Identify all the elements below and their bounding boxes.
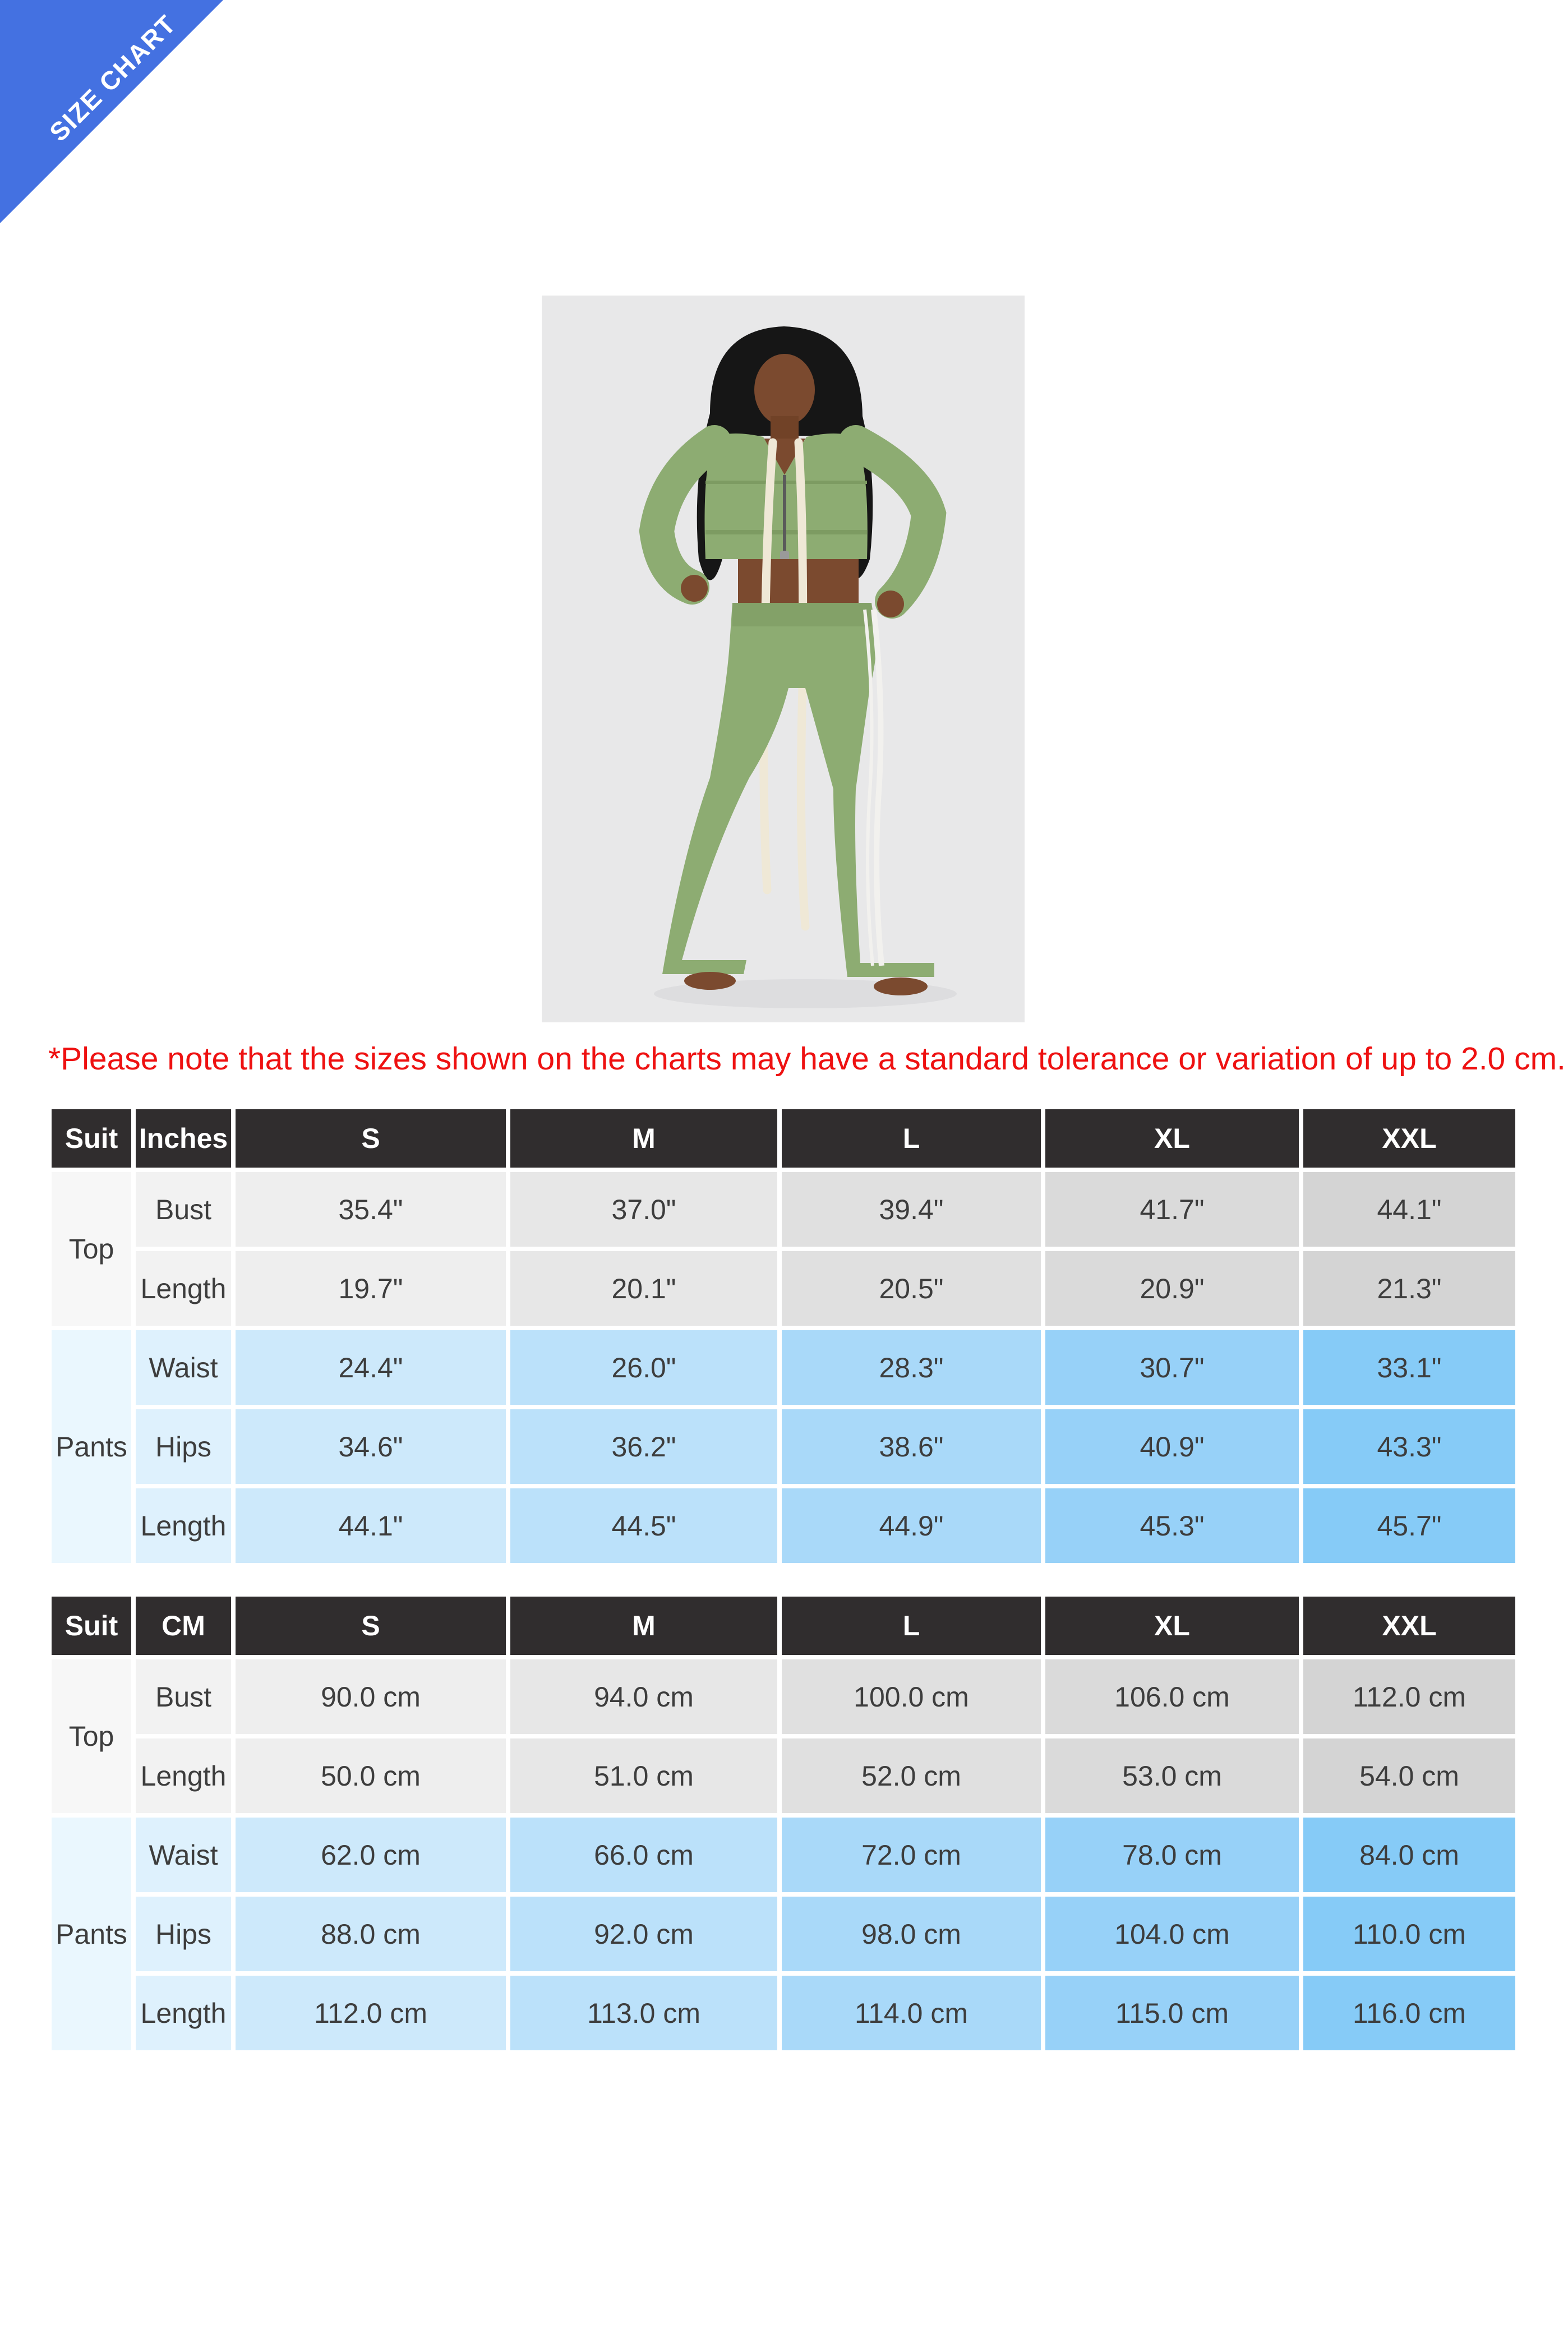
value-cell: 66.0 cm xyxy=(510,1818,777,1892)
value-cell: 94.0 cm xyxy=(510,1659,777,1734)
value-cell: 72.0 cm xyxy=(782,1818,1041,1892)
value-cell: 28.3" xyxy=(782,1330,1041,1405)
value-cell: 43.3" xyxy=(1303,1409,1515,1484)
value-cell: 90.0 cm xyxy=(236,1659,506,1734)
value-cell: 78.0 cm xyxy=(1045,1818,1299,1892)
value-cell: 50.0 cm xyxy=(236,1738,506,1813)
value-cell: 19.7" xyxy=(236,1251,506,1326)
header-size-l: L xyxy=(782,1597,1041,1655)
value-cell: 44.1" xyxy=(1303,1172,1515,1247)
size-table-inches xyxy=(52,1109,1515,1563)
row-label: Length xyxy=(136,1488,231,1563)
row-label: Waist xyxy=(136,1818,231,1892)
value-cell: 45.7" xyxy=(1303,1488,1515,1563)
value-cell: 44.1" xyxy=(236,1488,506,1563)
value-cell: 20.9" xyxy=(1045,1251,1299,1326)
size-table-cm xyxy=(52,1597,1515,2050)
value-cell: 21.3" xyxy=(1303,1251,1515,1326)
header-size-xl: XL xyxy=(1045,1597,1299,1655)
header-unit: CM xyxy=(136,1597,231,1655)
value-cell: 112.0 cm xyxy=(1303,1659,1515,1734)
value-cell: 33.1" xyxy=(1303,1330,1515,1405)
value-cell: 44.9" xyxy=(782,1488,1041,1563)
value-cell: 26.0" xyxy=(510,1330,777,1405)
value-cell: 92.0 cm xyxy=(510,1897,777,1971)
value-cell: 44.5" xyxy=(510,1488,777,1563)
product-photo xyxy=(542,296,1025,1022)
value-cell: 115.0 cm xyxy=(1045,1976,1299,2050)
header-size-l: L xyxy=(782,1109,1041,1168)
header-unit: Inches xyxy=(136,1109,231,1168)
row-label: Length xyxy=(136,1738,231,1813)
header-size-m: M xyxy=(510,1597,777,1655)
row-label: Length xyxy=(136,1976,231,2050)
value-cell: 110.0 cm xyxy=(1303,1897,1515,1971)
value-cell: 30.7" xyxy=(1045,1330,1299,1405)
row-label: Length xyxy=(136,1251,231,1326)
value-cell: 84.0 cm xyxy=(1303,1818,1515,1892)
value-cell: 41.7" xyxy=(1045,1172,1299,1247)
size-chart-ribbon xyxy=(0,0,223,223)
value-cell: 112.0 cm xyxy=(236,1976,506,2050)
value-cell: 98.0 cm xyxy=(782,1897,1041,1971)
row-label: Bust xyxy=(136,1659,231,1734)
header-corner: Suit xyxy=(52,1109,131,1168)
value-cell: 88.0 cm xyxy=(236,1897,506,1971)
value-cell: 24.4" xyxy=(236,1330,506,1405)
header-corner: Suit xyxy=(52,1597,131,1655)
group-cell-top: Top xyxy=(52,1172,131,1326)
value-cell: 100.0 cm xyxy=(782,1659,1041,1734)
row-label: Hips xyxy=(136,1409,231,1484)
value-cell: 62.0 cm xyxy=(236,1818,506,1892)
value-cell: 51.0 cm xyxy=(510,1738,777,1813)
value-cell: 20.1" xyxy=(510,1251,777,1326)
row-label: Hips xyxy=(136,1897,231,1971)
value-cell: 104.0 cm xyxy=(1045,1897,1299,1971)
value-cell: 37.0" xyxy=(510,1172,777,1247)
value-cell: 54.0 cm xyxy=(1303,1738,1515,1813)
group-cell-pants: Pants xyxy=(52,1818,131,2050)
value-cell: 34.6" xyxy=(236,1409,506,1484)
value-cell: 36.2" xyxy=(510,1409,777,1484)
product-photo-illustration xyxy=(542,296,1025,1022)
value-cell: 114.0 cm xyxy=(782,1976,1041,2050)
ribbon-label: SIZE CHART xyxy=(43,8,182,147)
header-size-xxl: XXL xyxy=(1303,1109,1515,1168)
group-cell-pants: Pants xyxy=(52,1330,131,1563)
value-cell: 53.0 cm xyxy=(1045,1738,1299,1813)
value-cell: 106.0 cm xyxy=(1045,1659,1299,1734)
tolerance-note: *Please note that the sizes shown on the charts may have a standard tolerance or variation of up to 2.0 cm. xyxy=(48,1041,1566,1077)
header-size-m: M xyxy=(510,1109,777,1168)
value-cell: 116.0 cm xyxy=(1303,1976,1515,2050)
ribbon-triangle xyxy=(0,0,223,223)
header-size-s: S xyxy=(236,1597,506,1655)
value-cell: 38.6" xyxy=(782,1409,1041,1484)
value-cell: 20.5" xyxy=(782,1251,1041,1326)
row-label: Bust xyxy=(136,1172,231,1247)
value-cell: 35.4" xyxy=(236,1172,506,1247)
header-size-xl: XL xyxy=(1045,1109,1299,1168)
header-size-xxl: XXL xyxy=(1303,1597,1515,1655)
value-cell: 40.9" xyxy=(1045,1409,1299,1484)
value-cell: 39.4" xyxy=(782,1172,1041,1247)
value-cell: 113.0 cm xyxy=(510,1976,777,2050)
header-size-s: S xyxy=(236,1109,506,1168)
value-cell: 45.3" xyxy=(1045,1488,1299,1563)
row-label: Waist xyxy=(136,1330,231,1405)
group-cell-top: Top xyxy=(52,1659,131,1813)
value-cell: 52.0 cm xyxy=(782,1738,1041,1813)
